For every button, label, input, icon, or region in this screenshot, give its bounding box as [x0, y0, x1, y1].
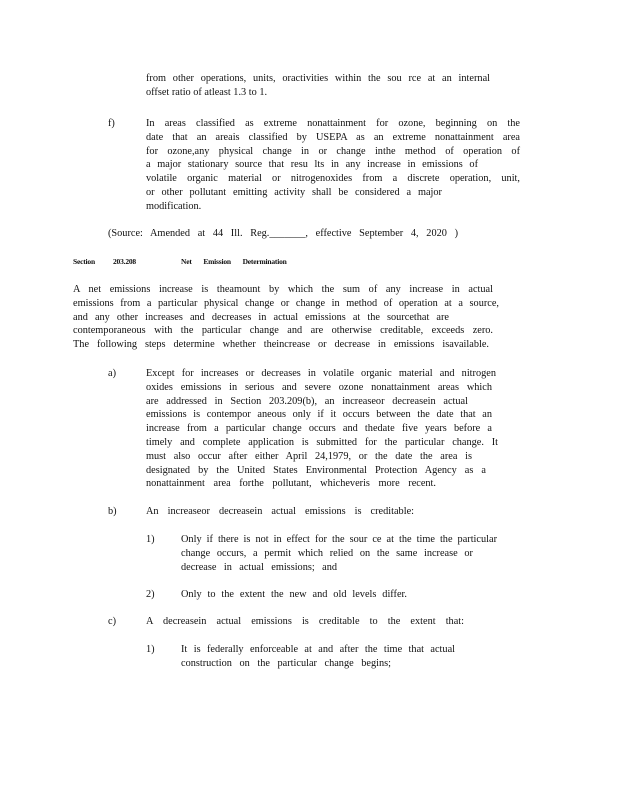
source-note [108, 227, 458, 241]
intro-paragraph [73, 283, 499, 352]
text-line: Only if there is not in effect for the sour ce at the time the particular [181, 534, 497, 545]
item-b2-text [181, 588, 407, 602]
text-line: for ozone,any physical change in or change inthe method of operation of [146, 145, 520, 157]
text-line: or other pollutant emitting activity shall be considered a major [146, 186, 442, 198]
text-line: It is federally enforceable at and after the time that actual [181, 644, 455, 655]
item-b1-paragraph [181, 533, 499, 574]
text-line: designated by the United States Environmental Protection Agency as a [146, 464, 486, 476]
text-line: from other operations, units, oractivities within the sou rce at an internal [146, 73, 490, 84]
item-marker-c1: 1) [146, 644, 155, 655]
section-label: Section [73, 257, 95, 266]
item-marker-b: b) [108, 506, 117, 517]
text-line: contemporaneous with the particular change and are otherwise creditable, exceeds zero. [73, 325, 493, 337]
text-line: construction on the particular change begins; [181, 657, 391, 669]
text-line: are addressed in Section 203.209(b), an increaseor decreasein actual [146, 395, 468, 407]
continuation-paragraph [146, 72, 490, 100]
section-title: Net Emission Determination [181, 257, 287, 266]
text-line: offset ratio of atleast 1.3 to 1. [146, 86, 268, 98]
text-line: emissions is contempor aneous only if it occurs between the date that an [146, 409, 492, 421]
item-a-paragraph [146, 367, 498, 491]
text-line: decrease in actual emissions; and [181, 561, 337, 573]
item-marker-b1: 1) [146, 534, 155, 545]
text-line: The following steps determine whether theincrease or decrease in emissions isavailable. [73, 339, 489, 351]
text-line: date that an areais classified by USEPA as an extreme nonattainment area [146, 131, 520, 143]
item-c1-paragraph [181, 643, 455, 671]
text-line: A net emissions increase is theamount by which the sum of any increase in actual [73, 284, 493, 295]
text-line: A decreasein actual emissions is creditable to the extent that: [146, 616, 464, 627]
text-line: nonattainment area forthe pollutant, whicheveris more recent. [146, 478, 436, 490]
item-b-text [146, 505, 414, 519]
text-line: must also occur after either April 24,1979, or the date the area is [146, 450, 472, 462]
section-number: 203.208 [113, 257, 136, 266]
text-line: In areas classified as extreme nonattainment for ozone, beginning on the [146, 118, 520, 129]
text-line: Only to the extent the new and old levels differ. [181, 589, 407, 600]
text-line: modification. [146, 200, 202, 212]
item-c-text [146, 615, 464, 629]
text-line: a major stationary source that resu lts in any increase in emissions of [146, 159, 478, 171]
text-line: change occurs, a permit which relied on the same increase or [181, 547, 473, 559]
text-line: Except for increases or decreases in volatile organic material and nitrogen [146, 368, 496, 379]
item-f-paragraph [146, 117, 520, 214]
text-line: and any other increases and decreases in actual emissions at the sourcethat are [73, 311, 449, 323]
text-line: increase from a particular change occurs and thedate five years before a [146, 423, 492, 435]
text-line: volatile organic material or nitrogenoxides from a discrete operation, unit, [146, 173, 520, 185]
source-note-text: (Source: Amended at 44 Ill. Reg._______, effective September 4, 2020 ) [108, 228, 458, 239]
item-marker-c: c) [108, 616, 116, 627]
text-line: oxides emissions in serious and severe ozone nonattainment areas which [146, 381, 492, 393]
text-line: timely and complete application is submitted for the particular change. It [146, 436, 498, 448]
item-marker-b2: 2) [146, 589, 155, 600]
text-line: An increaseor decreasein actual emissions is creditable: [146, 506, 414, 517]
text-line: emissions from a particular physical change or change in method of operation at a source, [73, 297, 499, 309]
item-marker-a: a) [108, 368, 116, 379]
item-marker-f: f) [108, 118, 115, 129]
